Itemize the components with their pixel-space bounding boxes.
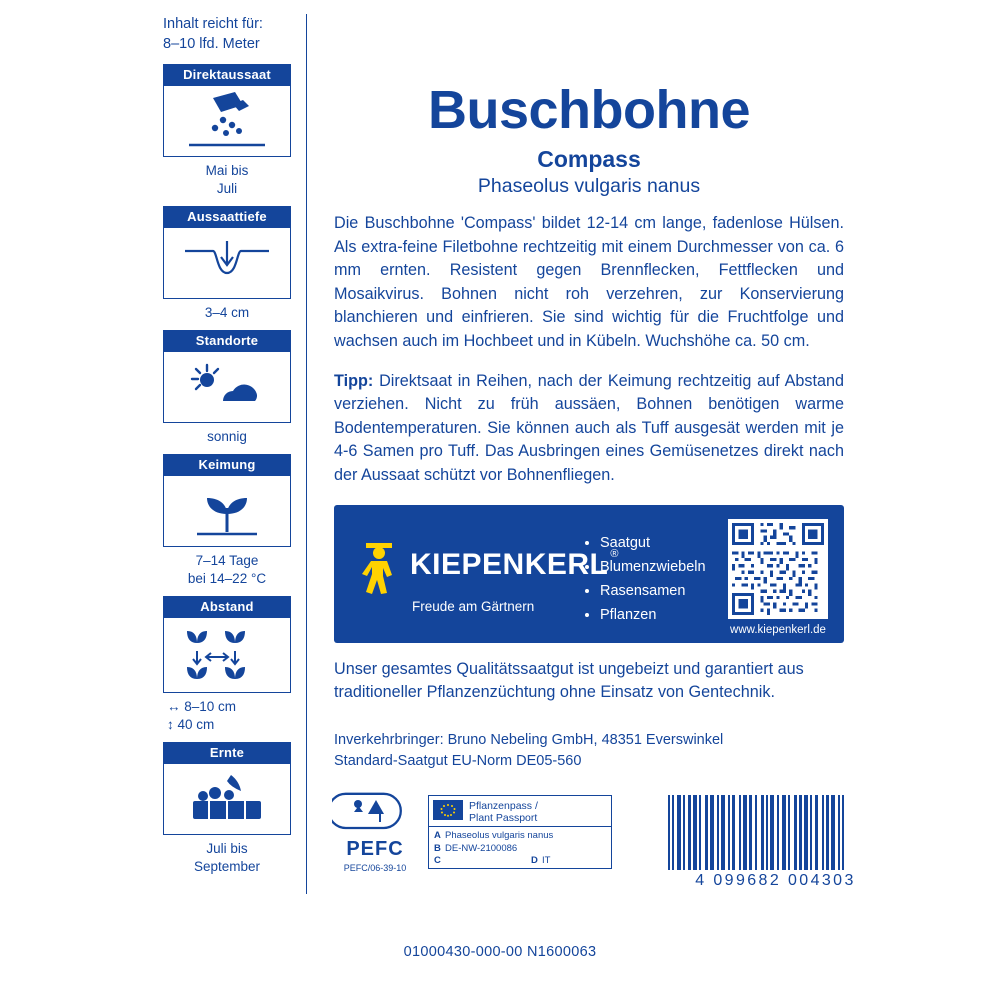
info-box-caption: sonnig [207, 429, 247, 444]
left-info-column [163, 14, 293, 884]
seed-depth-icon [163, 228, 291, 299]
gardener-logo-icon [358, 535, 402, 595]
content-amount-line1: Inhalt reicht für: [163, 16, 263, 32]
sprout-icon [163, 476, 291, 547]
distributor-line1: Inverkehrbringer: Bruno Nebeling GmbH, 48351 Everswinkel [334, 732, 724, 748]
content-amount-line2: 8–10 lfd. Meter [163, 36, 260, 52]
info-box-aussaattiefe [163, 206, 291, 322]
list-item: • Saatgut [600, 533, 706, 554]
article-number: 01000430-000-00 N1600063 [403, 944, 597, 960]
product-category-list [586, 533, 706, 629]
list-item: • Pflanzen [600, 605, 706, 626]
sowing-hand-icon [163, 86, 291, 157]
brand-name: KIEPENKERL [410, 548, 609, 581]
latin-name: Phaseolus vulgaris nanus [477, 175, 701, 197]
plant-passport-fields [429, 827, 611, 868]
info-box-caption: 7–14 Tage bei 14–22 °C [187, 553, 267, 586]
distributor-info [334, 730, 854, 772]
info-box-title: Aussaattiefe [163, 206, 291, 228]
quality-statement: Unser gesamtes Qualitätssaatgut ist ungebeizt und garantiert aus traditioneller Pflanzenzüchtung ohne Einsatz von Gentechnik. [334, 660, 804, 701]
info-box-title: Ernte [163, 742, 291, 764]
main-content [334, 80, 844, 488]
info-box-ernte [163, 742, 291, 876]
brand-registered-mark: ® [610, 548, 619, 560]
qr-code-block [728, 519, 828, 636]
info-box-caption: 3–4 cm [204, 305, 250, 320]
pp-b-value: DE-NW-2100086 [445, 842, 518, 854]
content-amount [163, 14, 293, 54]
pp-a-key: A [434, 830, 441, 841]
pp-title-line1: Pflanzenpass / [469, 800, 538, 812]
pefc-code: PEFC/06-39-10 [343, 863, 407, 873]
pp-b-key: B [434, 842, 441, 854]
brand-slogan: Freude am Gärtnern [412, 599, 535, 614]
info-box-standorte [163, 330, 291, 446]
info-box-caption: Mai bis Juli [205, 163, 249, 196]
plant-passport [428, 795, 612, 869]
pp-d-key: D [531, 855, 538, 866]
info-box-title: Direktaussaat [163, 64, 291, 86]
tip-label: Tipp: [334, 371, 374, 390]
pp-a-value: Phaseolus vulgaris nanus [445, 830, 554, 841]
barcode-number: 4 099682 004303 [695, 872, 856, 889]
list-item: • Rasensamen [600, 581, 706, 602]
list-item: • Blumenzwiebeln [600, 557, 706, 578]
pefc-logo [332, 790, 418, 873]
info-box-direktaussaat [163, 64, 291, 198]
sun-cloud-icon [163, 352, 291, 423]
pp-d-value: IT [542, 855, 551, 866]
plant-passport-title [469, 800, 538, 824]
barcode [668, 795, 883, 890]
pefc-label: PEFC [346, 838, 404, 860]
info-box-title: Keimung [163, 454, 291, 476]
website-url: www.kiepenkerl.de [730, 624, 826, 636]
pp-title-line2: Plant Passport [469, 812, 538, 824]
tip-paragraph [334, 370, 844, 488]
info-box-abstand [163, 596, 291, 734]
harvest-crate-icon [163, 764, 291, 835]
description-text: Die Buschbohne 'Compass' bildet 12-14 cm lange, fadenlose Hülsen. Als extra-feine Filetbohne rechtzeitig mit einem Durchmesser von ca. 6 mm ernten. Resistent gegen Brennflecken, Fettflecken und Mosaikvirus. Bohnen nicht roh verzehren, zur Konservierung blanchieren und einfrieren. Sie sind wichtig für die Fruchtfolge und wachsen auch im Hochbeet und in Kübeln. Wuchshöhe ca. 50 cm. [334, 214, 844, 350]
qr-code [728, 519, 828, 619]
pp-c-key: C [434, 855, 441, 866]
page-title: Buschbohne [427, 80, 750, 140]
spacing-icon [163, 618, 291, 693]
eu-flag-icon [433, 800, 463, 820]
vertical-divider [306, 14, 307, 894]
brand-banner [334, 505, 844, 643]
info-box-title: Standorte [163, 330, 291, 352]
info-box-caption: ↔ 8–10 cm ↕ 40 cm [167, 699, 237, 732]
info-box-caption: Juli bis September [193, 841, 261, 874]
distributor-line2: Standard-Saatgut EU-Norm DE05-560 [334, 753, 582, 769]
tip-text: Direktsaat in Reihen, nach der Keimung rechtzeitig auf Abstand verziehen. Nicht zu früh aussäen, Bohnen benötigen warme Bodentemperaturen. Sie können auch als Tuff ausgesät werden mit je 4-6 Samen pro Tuff. Das Ausbringen eines Gemüsenetzes direkt nach der Aussaat schützt vor Bohnenfliegen. [334, 371, 844, 484]
variety-name: Compass [537, 146, 641, 172]
info-box-keimung [163, 454, 291, 588]
info-box-title: Abstand [163, 596, 291, 618]
brand-logo [358, 535, 618, 614]
barcode-bars [668, 795, 883, 870]
